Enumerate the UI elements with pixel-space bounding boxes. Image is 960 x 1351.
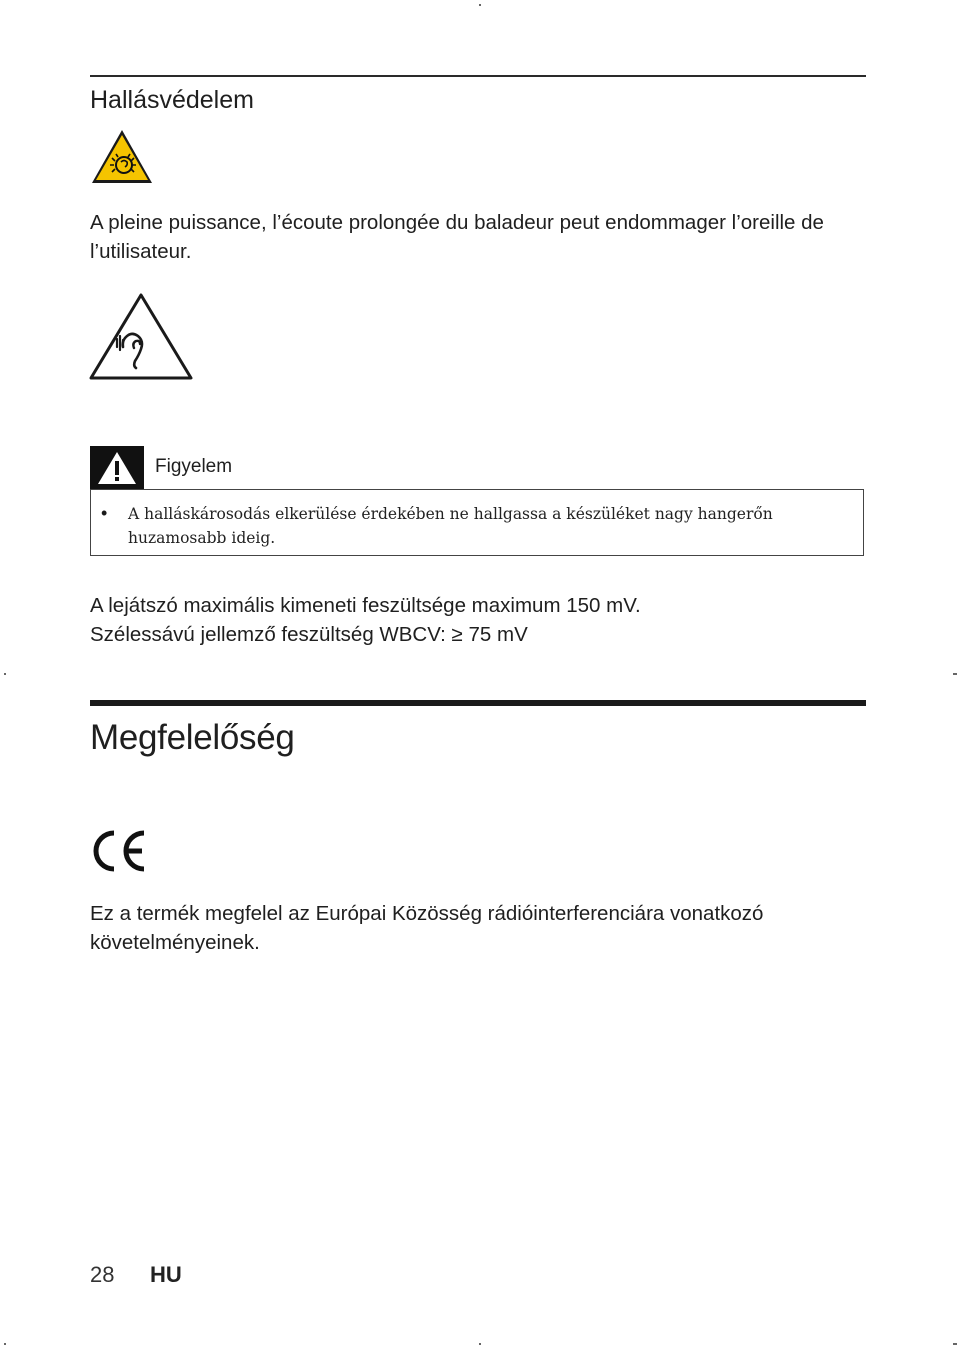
section-title-hearing-protection: Hallásvédelem [90, 86, 254, 114]
crop-mark [479, 4, 481, 6]
exclamation-icon [90, 446, 144, 490]
crop-mark [953, 673, 957, 675]
crop-mark [4, 1343, 6, 1345]
caution-flag [90, 446, 144, 490]
ear-warning-icon [88, 292, 194, 380]
paragraph-french-warning: A pleine puissance, l’écoute prolongée du baladeur peut endommager l’oreille de l’utilisateur. [90, 211, 824, 263]
section-divider-thick [90, 700, 866, 706]
language-code: HU [150, 1262, 182, 1287]
compliance-paragraph: Ez a termék megfelel az Európai Közösség rádióinterferenciára vonatkozó követelményeinek. [90, 902, 764, 954]
section-divider-thin [90, 75, 866, 77]
output-voltage-line-2: Szélessávú jellemző feszültség WBCV: ≥ 75 mV [90, 623, 528, 646]
crop-mark [953, 1343, 957, 1345]
crop-mark [4, 673, 6, 675]
ce-mark-icon [90, 829, 148, 873]
section-title-compliance: Megfelelőség [90, 718, 295, 757]
crop-mark [479, 1343, 481, 1345]
caution-bullet-text: A halláskárosodás elkerülése érdekében ne hallgassa a készüléket nagy hangerőn huzamosabb ideig. [128, 505, 773, 547]
output-voltage-line-1: A lejátszó maximális kimeneti feszültsége maximum 150 mV. [90, 594, 641, 617]
page-number: 28 [90, 1262, 115, 1287]
bullet-marker: • [101, 503, 108, 523]
hearing-damage-warning-icon [90, 128, 154, 186]
caution-title: Figyelem [155, 456, 233, 477]
